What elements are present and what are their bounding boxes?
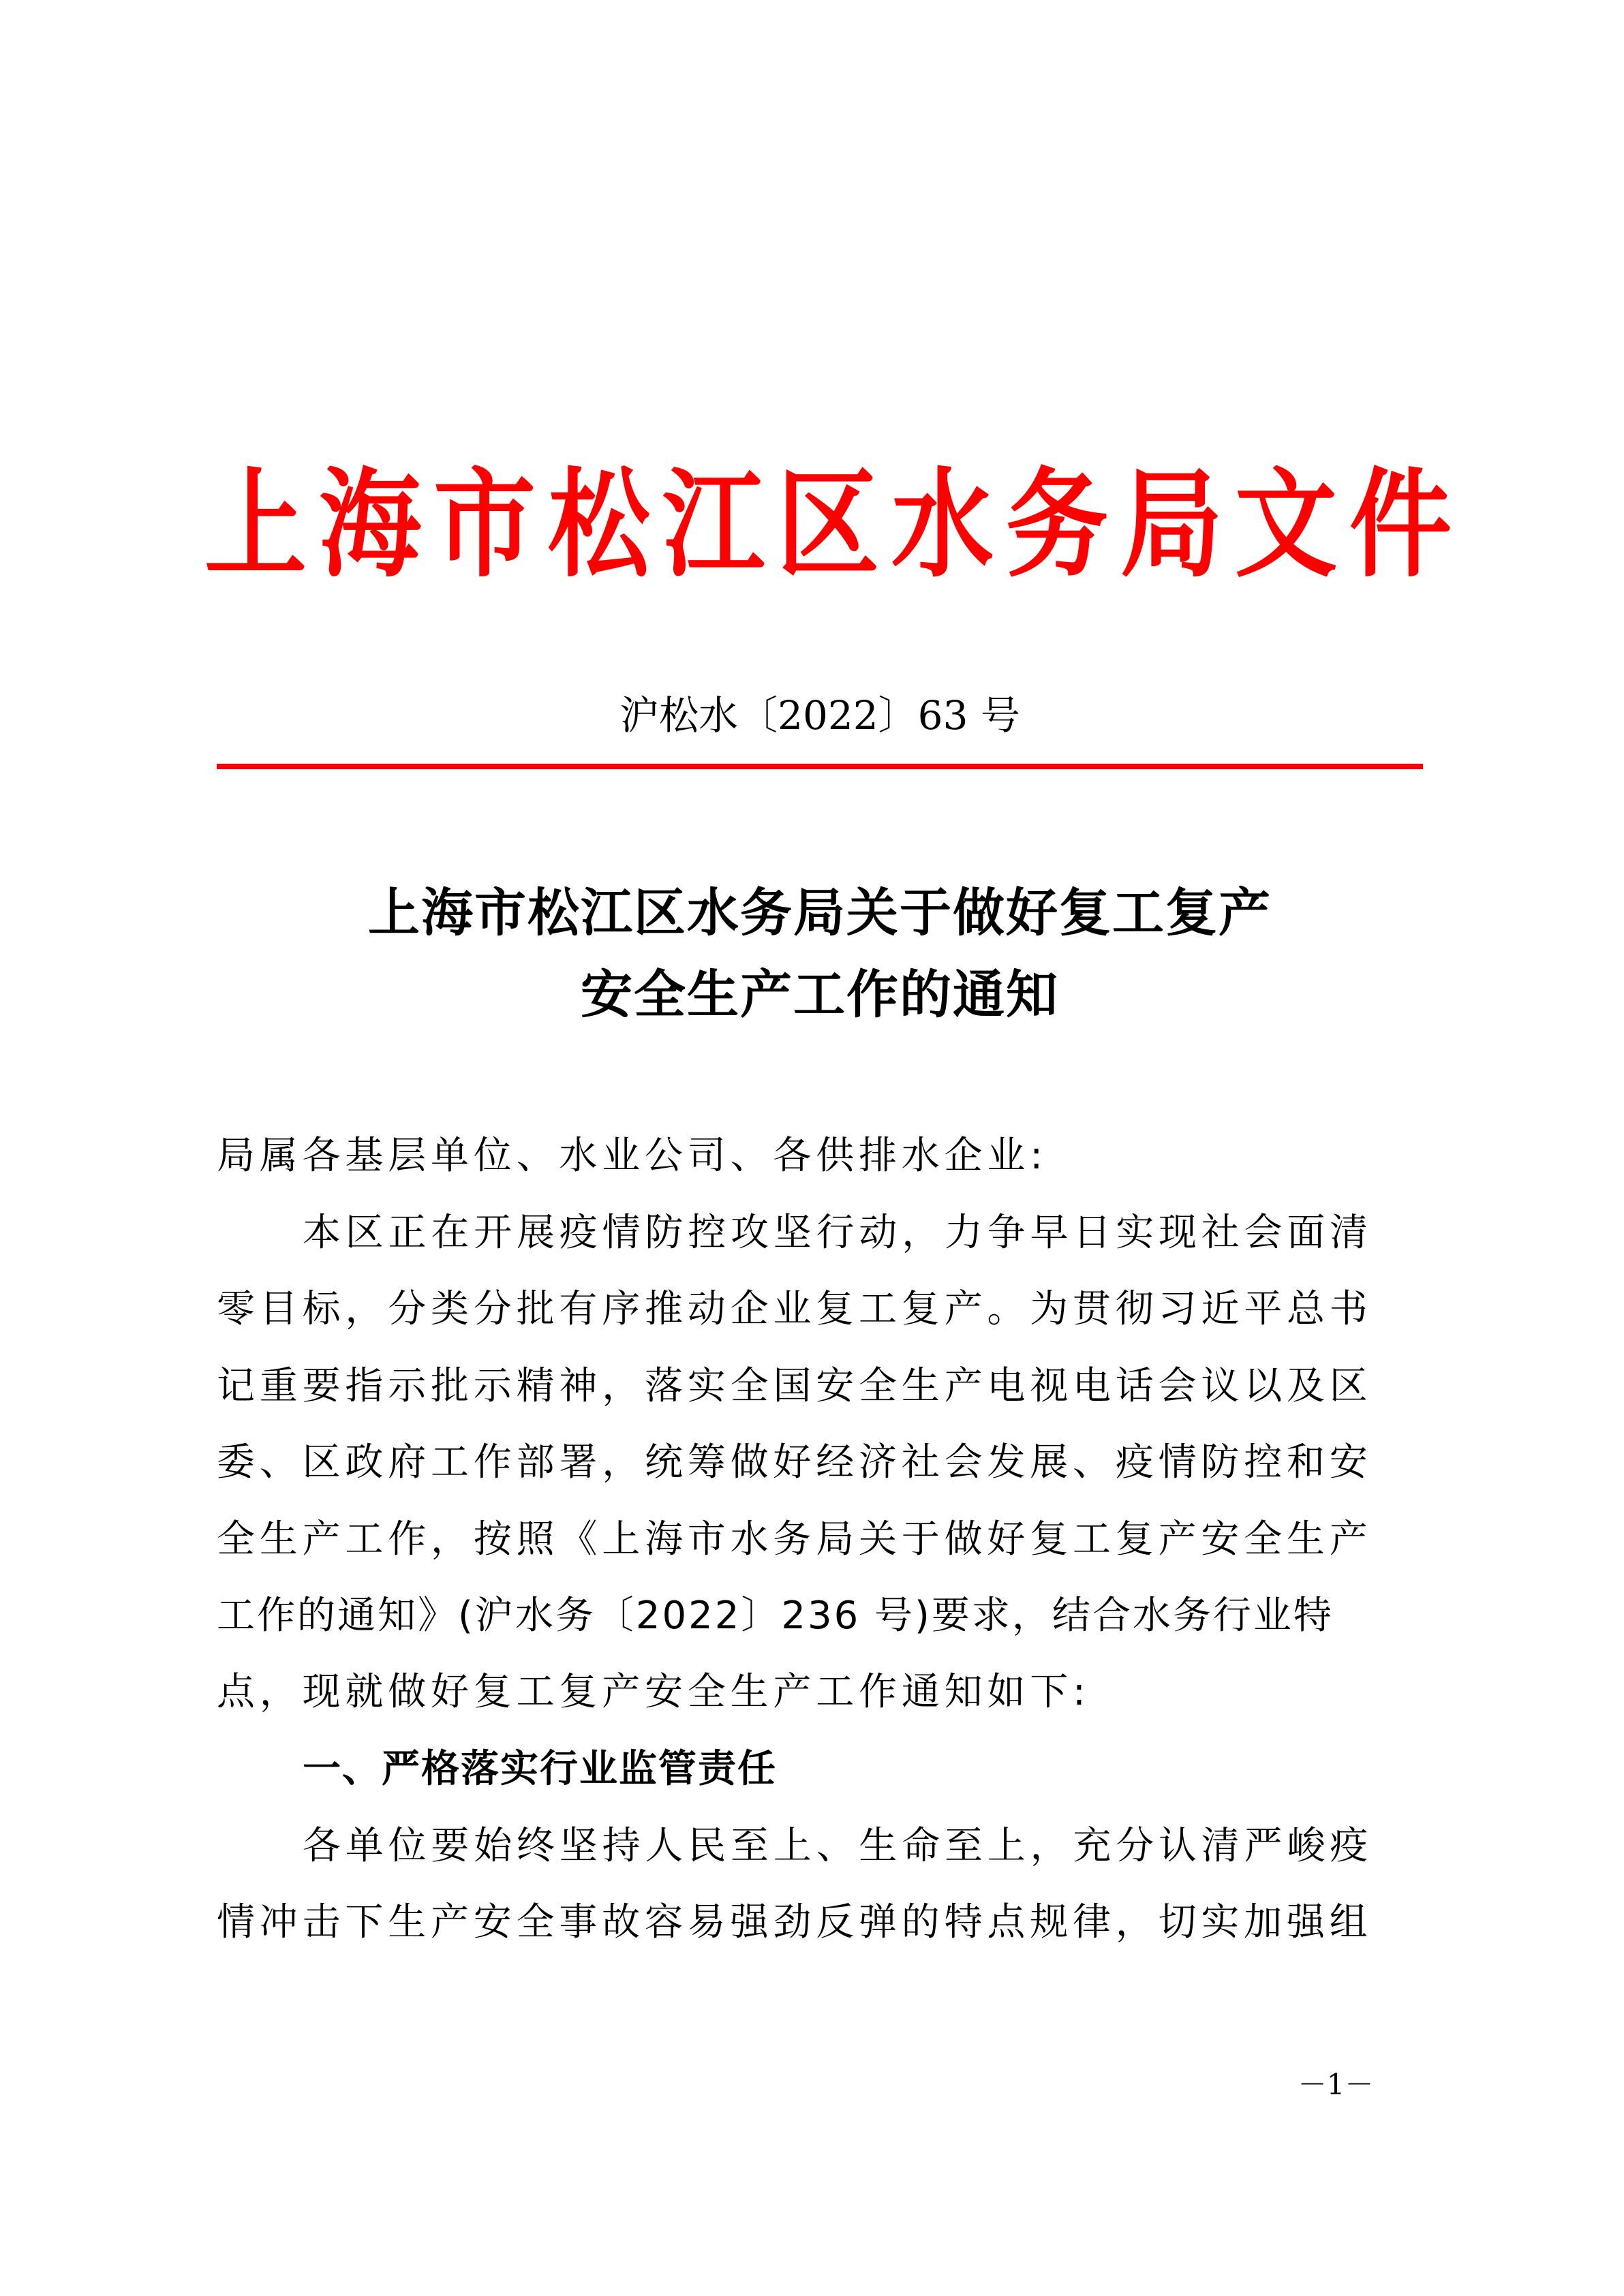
issuer-red-header: 上海市松江区水务局文件 <box>204 455 1465 594</box>
addressee-line: 局属各基层单位、水业公司、各供排水企业: <box>217 1134 1047 1178</box>
body-paragraph-line: 委、区政府工作部署，统筹做好经济社会发展、疫情防控和安 <box>217 1440 1373 1485</box>
body-paragraph-line: 情冲击下生产安全事故容易强劲反弹的特点规律，切实加强组 <box>217 1900 1373 1944</box>
body-paragraph-line: 零目标，分类分批有序推动企业复工复产。为贯彻习近平总书 <box>217 1287 1373 1331</box>
body-paragraph-line: 点，现就做好复工复产安全生产工作通知如下: <box>217 1670 1090 1714</box>
body-paragraph-line: 记重要指示批示精神，落实全国安全生产电视电话会议以及区 <box>217 1364 1373 1408</box>
page-number: －1－ <box>1298 2068 1374 2101</box>
document-title-line-1: 上海市松江区水务局关于做好复工复产 <box>368 882 1272 943</box>
document-title-line-2: 安全生产工作的通知 <box>581 964 1059 1025</box>
red-divider-rule <box>217 764 1423 769</box>
body-paragraph-line: 本区正在开展疫情防控攻坚行动，力争早日实现社会面清 <box>303 1211 1373 1255</box>
body-paragraph-line: 全生产工作，按照《上海市水务局关于做好复工复产安全生产 <box>217 1517 1373 1562</box>
section-heading-1: 一、严格落实行业监管责任 <box>303 1747 777 1791</box>
body-paragraph-line: 各单位要始终坚持人民至上、生命至上，充分认清严峻疫 <box>303 1824 1373 1868</box>
body-paragraph-line: 工作的通知》(沪水务〔2022〕236 号)要求，结合水务行业特 <box>217 1594 1334 1638</box>
document-number: 沪松水〔2022〕63 号 <box>619 692 1020 739</box>
